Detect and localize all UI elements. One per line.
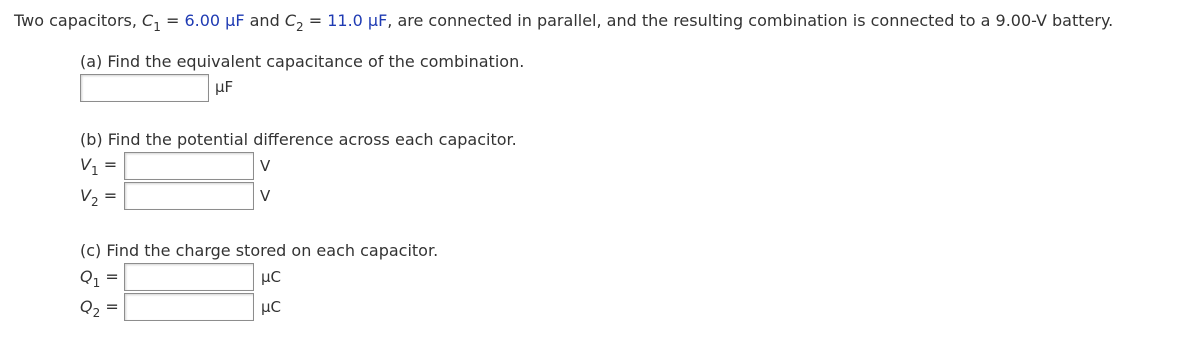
q2-unit: μC (261, 298, 282, 316)
c1-symbol: C (142, 11, 154, 30)
problem-text: Two capacitors, (14, 11, 143, 30)
q2-label (80, 297, 119, 320)
c2-value: 11.0 μF (327, 11, 388, 30)
part-b-question: (b) Find the potential difference across each capacitor. (80, 130, 517, 149)
q2-input[interactable] (124, 293, 254, 321)
q2-subscript: 2 (92, 306, 101, 320)
v2-symbol: V (80, 186, 91, 205)
equals-sign: = (105, 297, 119, 316)
v2-input[interactable] (124, 182, 254, 210)
q2-symbol: Q (80, 297, 93, 316)
equals-sign: = (303, 11, 328, 30)
c2-symbol: C (284, 11, 296, 30)
v2-unit: V (260, 187, 271, 205)
v1-input[interactable] (124, 152, 254, 180)
problem-text: , are connected in parallel, and the resulting combination is connected to a 9.00-V battery. (387, 11, 1114, 30)
part-a-unit: μF (215, 78, 234, 96)
part-c-question: (c) Find the charge stored on each capacitor. (80, 241, 439, 260)
q1-unit: μC (261, 268, 282, 286)
v2-subscript: 2 (90, 195, 99, 209)
q1-symbol: Q (80, 267, 93, 286)
q1-subscript: 1 (92, 276, 101, 290)
problem-statement (14, 11, 1114, 34)
v2-label (80, 186, 118, 209)
v1-subscript: 1 (90, 164, 99, 178)
c2-subscript: 2 (295, 20, 304, 34)
v1-unit: V (260, 157, 271, 175)
q1-label (80, 267, 119, 290)
c1-value: 6.00 μF (184, 11, 245, 30)
equals-sign: = (160, 11, 185, 30)
v1-symbol: V (80, 155, 91, 174)
equivalent-capacitance-input[interactable] (80, 74, 209, 102)
equals-sign: = (103, 155, 118, 174)
equals-sign: = (105, 267, 119, 286)
q1-input[interactable] (124, 263, 254, 291)
problem-text: and (244, 11, 285, 30)
c1-subscript: 1 (153, 20, 161, 34)
part-a-question: (a) Find the equivalent capacitance of the combination. (80, 52, 525, 71)
equals-sign: = (103, 186, 118, 205)
v1-label (80, 155, 118, 178)
